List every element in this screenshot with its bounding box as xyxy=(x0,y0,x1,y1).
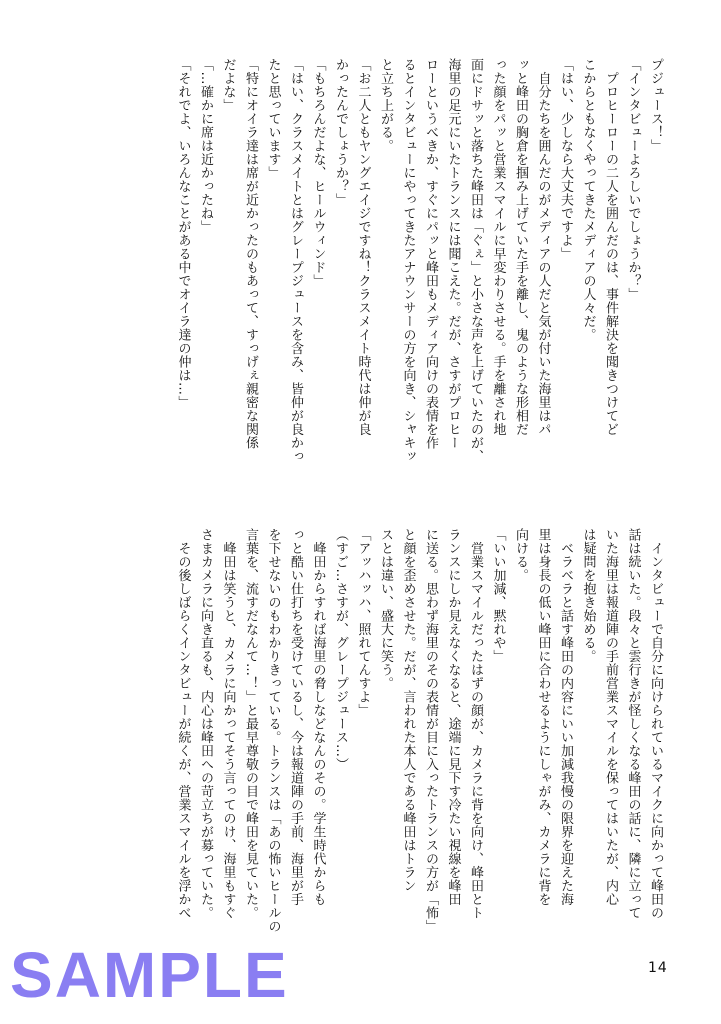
text-line: 里は身長の低い峰田に合わせるようにしゃがみ、カメラに背を xyxy=(535,528,551,906)
text-line: 営業スマイルだったはずの顔が、カメラに背を向け、峰田とト xyxy=(468,528,483,920)
text-line: かったんでしょうか？」 xyxy=(333,58,348,207)
text-line: 「特にオイラ達は席が近かったのもあって、すっげぇ親密な関係 xyxy=(243,58,258,450)
text-line: 峰田からすれば海里の脅しなどなんのその。学生時代からも xyxy=(310,528,326,906)
text-line: だよな」 xyxy=(220,58,236,112)
text-line: るとインタビューにやってきたアナウンサーの方を向き、シャキッ xyxy=(400,58,416,463)
text-line: 面にドサッと落ちた峰田は「ぐぇ」と小さな声を上げていたのが、 xyxy=(468,58,483,463)
page-number: 14 xyxy=(648,960,668,976)
text-line: （すご…さすが、グレープジュース…） xyxy=(333,528,348,771)
text-line: その後しばらくインタビューが続くが、営業スマイルを浮かべ xyxy=(175,528,191,920)
text-line: 「はい、クラスメイトとはグレープジュースを含み、皆仲が良かっ xyxy=(288,58,303,463)
text-line: いた海里は報道陣の手前営業スマイルを保ってはいたが、内心 xyxy=(603,528,618,906)
text-line: っと酷い仕打ちを受けているし、今は報道陣の手前、海里が手 xyxy=(288,528,303,906)
text-line: ッと峰田の胸倉を掴み上げていた手を離し、鬼のような形相だ xyxy=(513,58,528,436)
text-line: インタビューで自分に向けられているマイクに向かって峰田の xyxy=(648,528,663,920)
text-line: 「アッハッハ、照れてんすよ」 xyxy=(355,528,371,717)
text-line: 海里の足元にいたトランスには聞こえた。だが、さすがプロヒー xyxy=(445,58,461,450)
text-line: 「お二人ともヤングエイジですね！クラスメイト時代は仲が良 xyxy=(355,58,371,436)
text-line: さまカメラに向き直るも、内心は峰田への苛立ちが募っていた。 xyxy=(198,528,213,920)
text-line: 「それでよ、いろんなことがある中でオイラ達の仲は…」 xyxy=(175,58,191,409)
text-line: と顔を歪めさせた。だが、言われた本人である峰田はトラン xyxy=(400,528,416,893)
text-line: に送る。思わず海里のその表情が目に入ったトランスの方が「怖」 xyxy=(423,528,438,933)
text-line: 「インタビューよろしいでしょうか？」 xyxy=(625,58,641,301)
lower-text-block xyxy=(171,528,666,933)
text-line: 言葉を、流すだなんて…！」と最早尊敬の目で峰田を見ていた。 xyxy=(243,528,258,920)
text-line: 「もちろんだよな、ヒールウィンド」 xyxy=(310,58,326,288)
upper-text-block xyxy=(171,58,666,463)
text-line: 「いい加減、黙れや」 xyxy=(490,528,506,663)
text-line: ランスにしか見えなくなると、途端に見下す冷たい視線を峰田 xyxy=(445,528,461,906)
sample-watermark: SAMPLE xyxy=(10,939,289,1011)
text-line: を下せないのもわかりきっている。トランスは「あの怖いヒールの xyxy=(265,528,281,933)
text-line: たと思っています」 xyxy=(265,58,281,180)
text-line: こからともなくやってきたメディアの人々だ。 xyxy=(580,58,596,342)
text-line: った顔をパッと営業スマイルに早変わりさせる。手を離され地 xyxy=(490,58,506,436)
text-line: 峰田は笑うと、カメラに向かってそう言ってのけ、海里もすぐ xyxy=(220,528,236,920)
text-line: 「はい、少しなら大丈夫ですよ」 xyxy=(558,58,573,261)
text-line: ローというべきか、すぐにパッと峰田もメディア向けの表情を作 xyxy=(423,58,438,450)
text-line: 自分たちを囲んだのがメディアの人だと気が付いた海里はパ xyxy=(535,58,551,436)
text-line: プジュース！」 xyxy=(648,58,663,153)
text-line: 「…確かに席は近かったね」 xyxy=(198,58,213,234)
text-line: 向ける。 xyxy=(513,528,528,582)
text-line: ベラベラと話す峰田の内容にいい加減我慢の限界を迎えた海 xyxy=(558,528,573,906)
text-line: 話は続いた。段々と雲行きが怪しくなる峰田の話に、隣に立って xyxy=(625,528,641,920)
text-line: スとは違い、盛大に笑う。 xyxy=(378,528,393,690)
text-line: プロヒーローの二人を囲んだのは、事件解決を聞きつけてど xyxy=(603,58,618,436)
text-line: は疑問を抱き始める。 xyxy=(580,528,596,663)
text-line: と立ち上がる。 xyxy=(378,58,393,153)
